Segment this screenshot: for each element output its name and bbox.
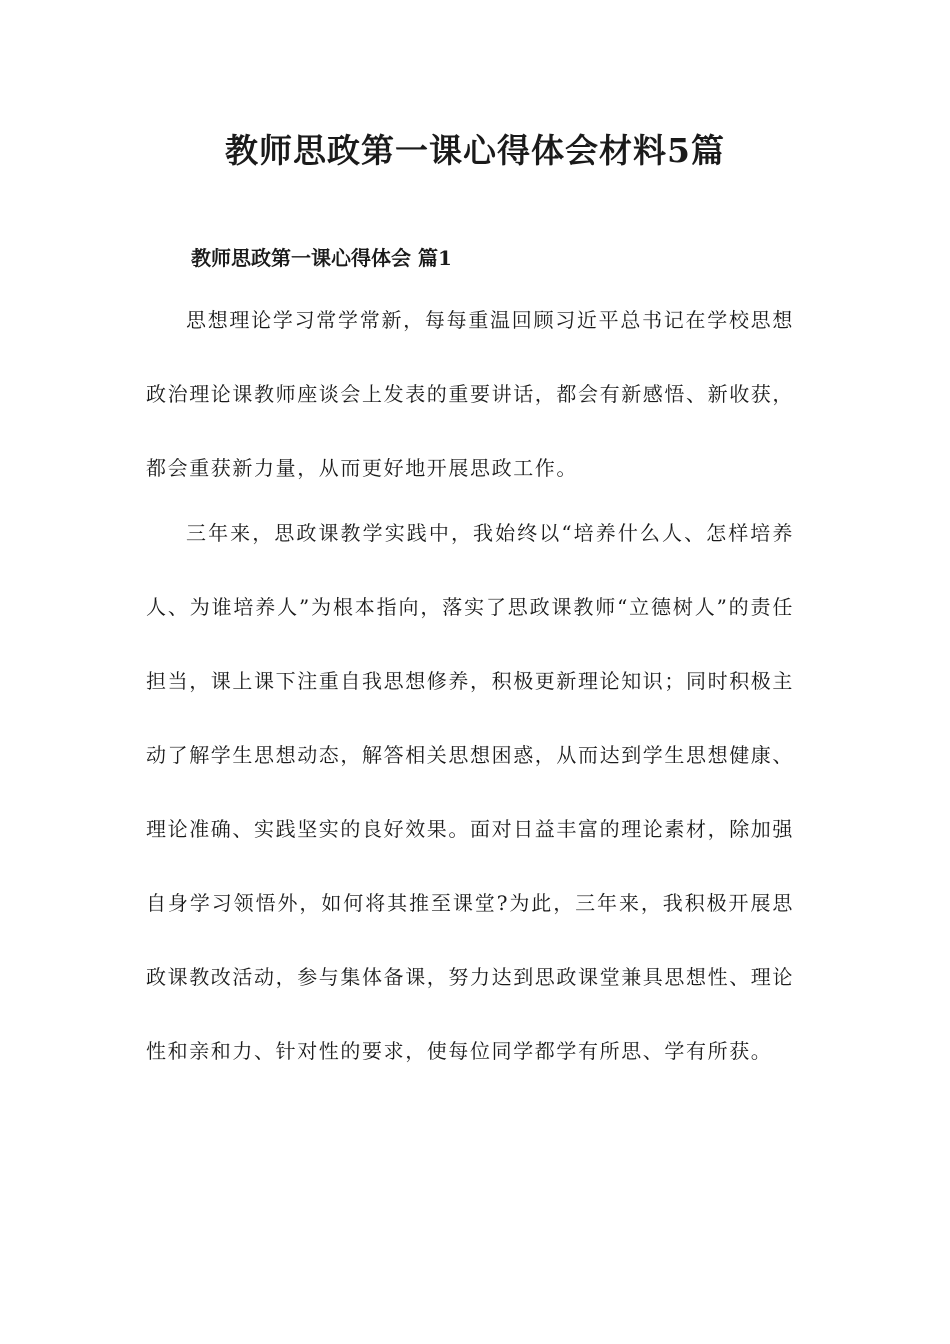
section-heading: 教师思政第一课心得体会 篇1: [191, 246, 452, 270]
document-title: 教师思政第一课心得体会材料5篇: [225, 131, 725, 170]
paragraph-2: 三年来，思政课教学实践中，我始终以“培养什么人、怎样培养人、为谁培养人”为根本指向，落实了思政课教师“立德树人”的责任担当，课上课下注重自我思想修养，积极更新理论知识；同时积极主动了解学生思想动态，解答相关思想困惑，从而达到学生思想健康、理论准确、实践坚实的良好效果。面对日益丰富的理论素材，除加强自身学习领悟外，如何将其推至课堂?为此，三年来，我积极开展思政课教改活动，参与集体备课，努力达到思政课堂兼具思想性、理论性和亲和力、针对性的要求，使每位同学都学有所思、学有所获。: [146, 521, 794, 1063]
paragraph-1: 思想理论学习常学常新，每每重温回顾习近平总书记在学校思想政治理论课教师座谈会上发表的重要讲话，都会有新感悟、新收获，都会重获新力量，从而更好地开展思政工作。: [146, 308, 794, 480]
